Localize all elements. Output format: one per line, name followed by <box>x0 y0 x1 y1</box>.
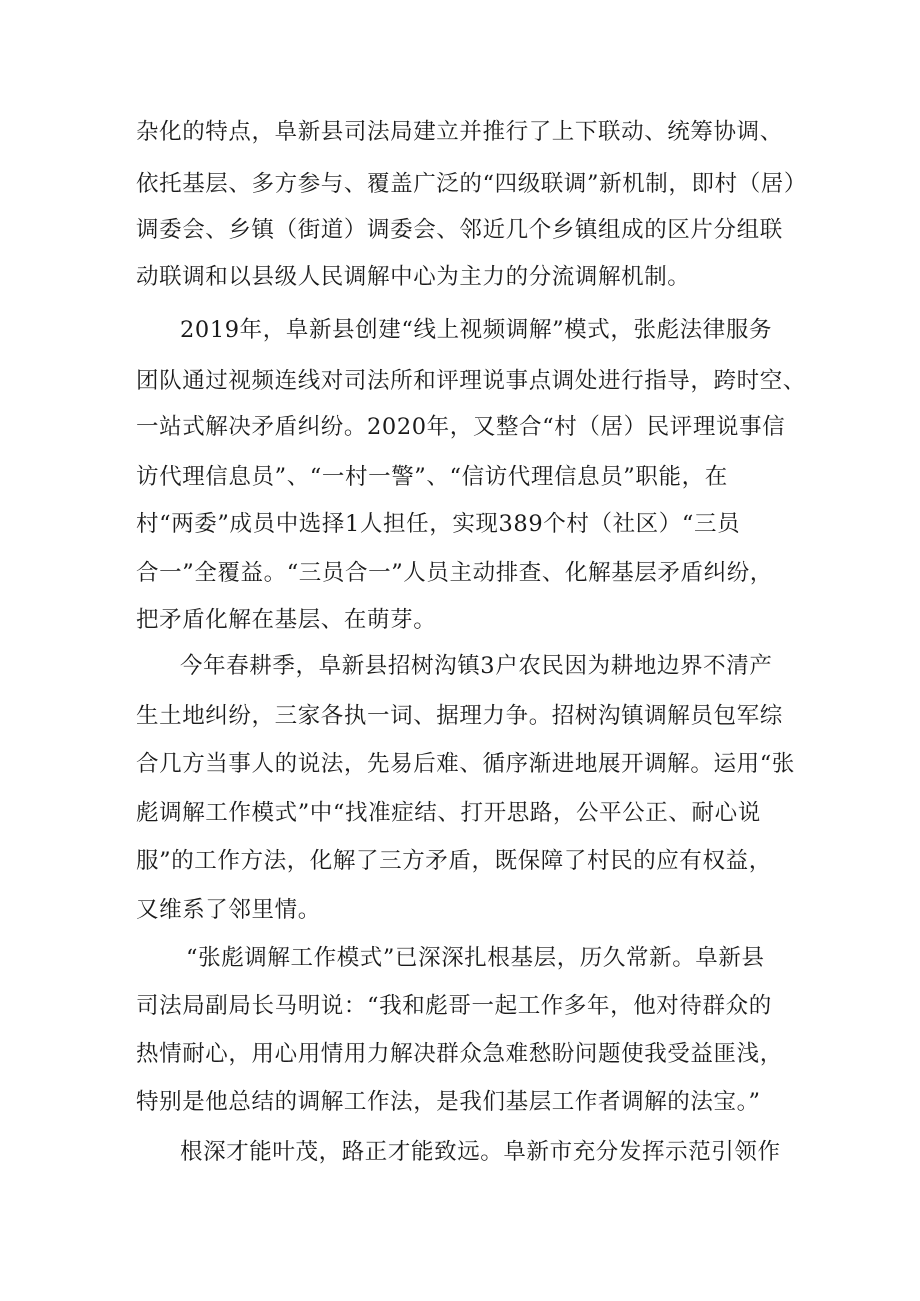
text-line: 访代理信息员”、“一村一警”、“信访代理信息员”职能，在 <box>136 464 728 490</box>
text-line: “张彪调解工作模式”已深深扎根基层，历久常新。阜新县 <box>186 945 765 971</box>
text-line: 根深才能叶茂，路正才能致远。阜新市充分发挥示范引领作 <box>180 1139 781 1165</box>
text-line: 村“两委”成员中选择1人担任，实现389个村（社区）“三员 <box>136 511 741 537</box>
text-line: 生土地纠纷，三家各执一词、据理力争。招树沟镇调解员包军综 <box>136 703 783 729</box>
text-line: 服”的工作方法，化解了三方矛盾，既保障了村民的应有权益， <box>136 848 772 874</box>
text-line: 热情耐心，用心用情用力解决群众急难愁盼问题使我受益匪浅， <box>136 1041 783 1067</box>
text-line: 动联调和以县级人民调解中心为主力的分流调解机制。 <box>136 264 691 290</box>
text-line: 又维系了邻里情。 <box>136 897 321 923</box>
text-line: 特别是他总结的调解工作法，是我们基层工作者调解的法宝。” <box>136 1089 761 1115</box>
text-line: 司法局副局长马明说：“我和彪哥一起工作多年，他对待群众的 <box>136 993 772 1019</box>
text-line: 2019年，阜新县创建“线上视频调解”模式，张彪法律服务 <box>180 317 773 343</box>
text-line: 依托基层、多方参与、覆盖广泛的“四级联调”新机制，即村（居） <box>136 171 808 197</box>
text-line: 合一”全覆益。“三员合一”人员主动排查、化解基层矛盾纠纷， <box>136 560 773 586</box>
text-line: 团队通过视频连线对司法所和评理说事点调处进行指导，跨时空、 <box>136 368 806 394</box>
text-line: 一站式解决矛盾纠纷。2020年，又整合“村（居）民评理说事信 <box>136 414 786 440</box>
text-line: 今年春耕季，阜新县招树沟镇3户农民因为耕地边界不清产 <box>180 653 773 679</box>
text-line: 把矛盾化解在基层、在萌芽。 <box>136 607 437 633</box>
text-line: 杂化的特点，阜新县司法局建立并推行了上下联动、统筹协调、 <box>136 119 783 145</box>
text-line: 合几方当事人的说法，先易后难、循序渐进地展开调解。运用“张 <box>136 751 795 777</box>
text-line: 调委会、乡镇（街道）调委会、邻近几个乡镇组成的区片分组联 <box>136 217 783 243</box>
text-line: 彪调解工作模式”中“找准症结、打开思路，公平公正、耐心说 <box>136 800 761 826</box>
